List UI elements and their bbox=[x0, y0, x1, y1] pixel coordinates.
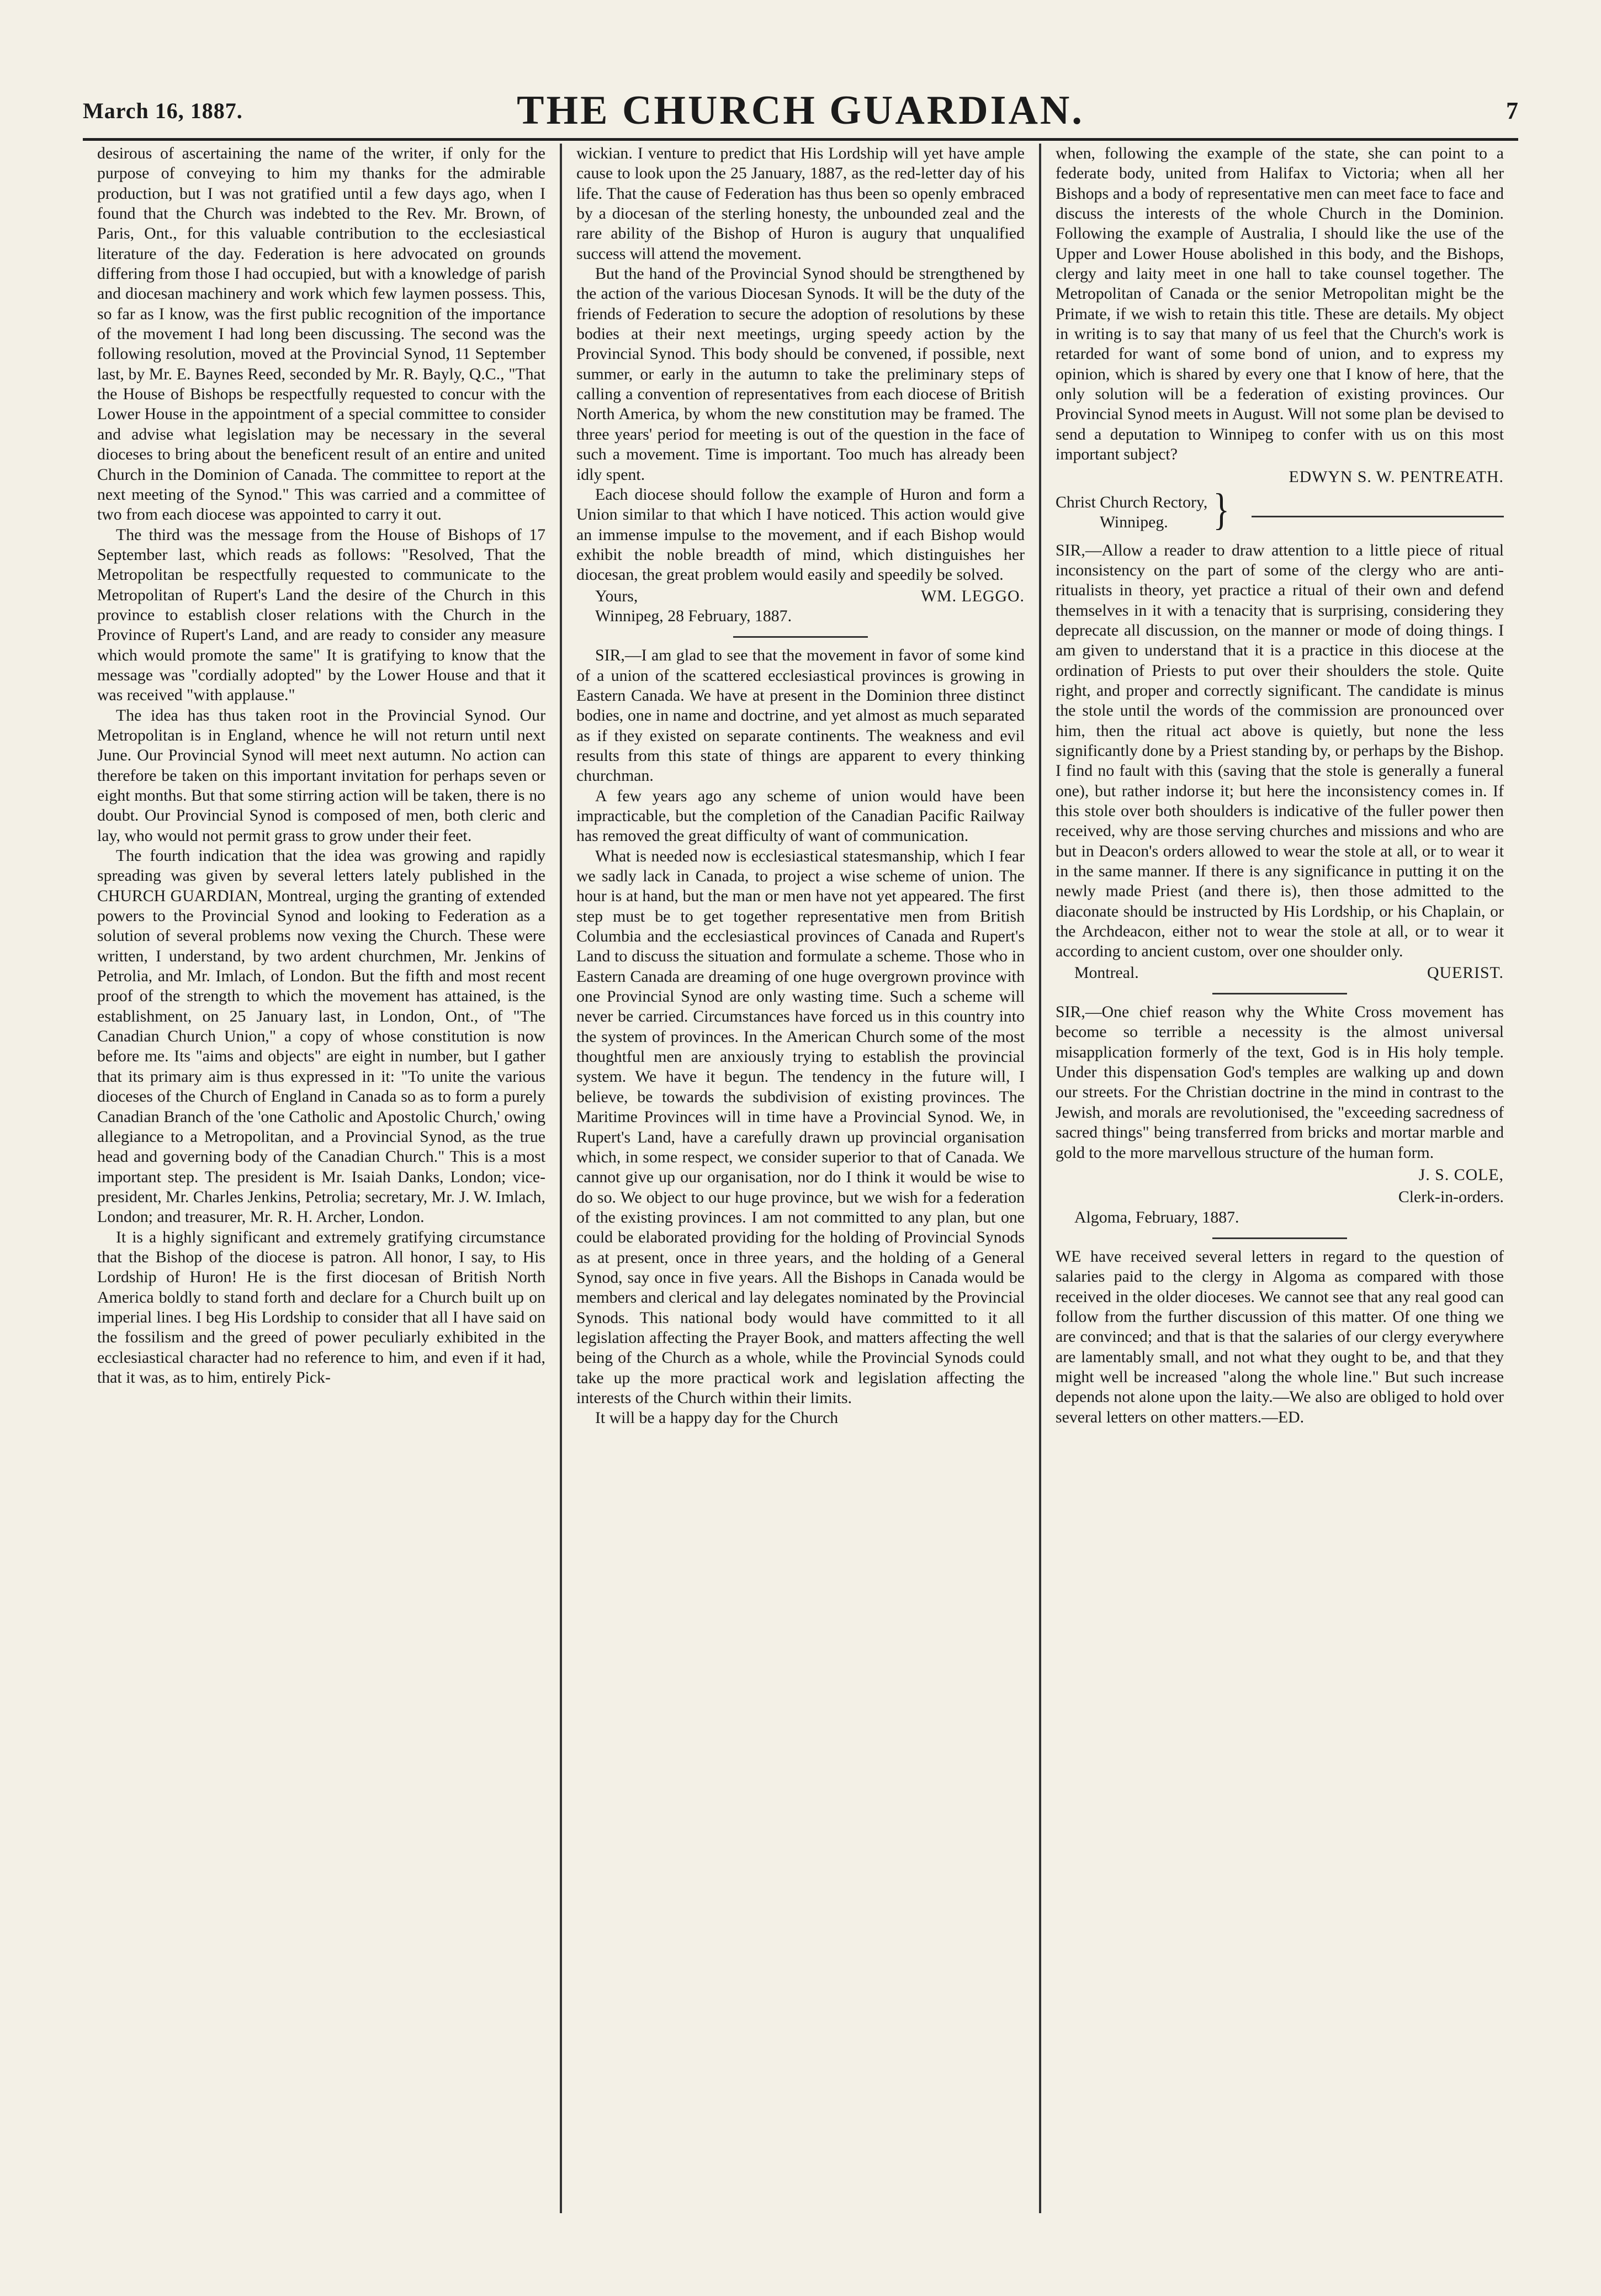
signature-title: Clerk-in-orders. bbox=[1398, 1188, 1504, 1207]
article-columns bbox=[83, 144, 1518, 2213]
paragraph: wickian. I venture to predict that His Lordship will yet have ample cause to look upon the 25 January, 1887, as the red-letter day of his life. That the cause of Federation has thus been so openly embraced by a diocesan of the sterling honesty, the unbounded zeal and the rare ability of the Bishop of Huron is augury that unqualified success will attend the movement. bbox=[576, 144, 1025, 263]
paragraph: But the hand of the Provincial Synod should be strengthened by the action of the various Diocesan Synods. It will be the duty of the friends of Federation to secure the adoption of resolutions by these bodies at their next meetings, urging speedy action by the Provincial Synod. This body should be convened, if possible, next summer, or early in the autumn to take the preliminary steps of calling a convention of representatives from each diocese of British North America, by whom the new constitution may be framed. The three years' period for meeting is out of the question in the face of such a movement. Time is important. Too much has already been idly spent. bbox=[576, 264, 1025, 484]
column-3 bbox=[1039, 144, 1518, 2213]
issue-date: March 16, 1887. bbox=[83, 98, 243, 123]
letter-signature bbox=[576, 586, 1025, 606]
paragraph: SIR,—One chief reason why the White Cross movement has become so terrible a necessity is the almost universal misapplication formerly of the text, God is in His holy temple. Under this dispensation God's temples are walking up and down our streets. For the Christian doctrine in the mind in contrast to the Jewish, and morals are revolutionised, the "exceeding sacredness of sacred things" being transferred from bricks and mortar marble and gold to the more marvellous structure of the human form. bbox=[1056, 1003, 1504, 1162]
letter-divider bbox=[733, 636, 868, 638]
masthead-title: THE CHURCH GUARDIAN. bbox=[517, 87, 1084, 133]
signature-name: QUERIST. bbox=[1427, 963, 1504, 982]
letter-divider bbox=[1252, 516, 1504, 517]
column-1 bbox=[83, 144, 560, 2213]
paragraph: A few years ago any scheme of union would have been impracticable, but the completion of the Canadian Pacific Railway has removed the great difficulty of want of communication. bbox=[576, 786, 1025, 845]
paragraph: It will be a happy day for the Church bbox=[595, 1409, 839, 1427]
paragraph: It is a highly significant and extremely gratifying circumstance that the Bishop of the diocese is patron. All honor, I say, to His Lordship of Huron! He is the first diocesan of British North America boldly to stand forth and declare for a Church built up on imperial lines. I beg His Lordship to consider that all I have said on the fossilism and the greed of power peculiarly exhibited in the ecclesiastical character had no reference to him, and even if it had, that it was, as to him, entirely Pick- bbox=[97, 1228, 545, 1387]
address-line: Winnipeg. bbox=[1100, 513, 1168, 532]
letter-divider bbox=[1212, 1237, 1347, 1239]
page-header bbox=[83, 83, 1518, 141]
paragraph: The third was the message from the House of Bishops of 17 September last, which reads as follows: "Resolved, That the Metropolitan be respectfully requested to communicate to the Metropolitan of Rupert's Land the desire of the Church in this province to establish closer relations with the Church in the Province of Rupert's Land, and are ready to consider any measure which would promote the same" It is gratifying to know that the message was "cordially adopted" by the Lower House and that it was received "with applause." bbox=[97, 525, 545, 705]
column-2 bbox=[560, 144, 1039, 2213]
signature-name: EDWYN S. W. PENTREATH. bbox=[1289, 467, 1504, 486]
brace-glyph: } bbox=[1213, 485, 1230, 535]
signature-name: WM. LEGGO. bbox=[921, 586, 1025, 605]
letter-divider bbox=[1212, 993, 1347, 994]
address-line: Christ Church Rectory, bbox=[1056, 493, 1208, 511]
paragraph: The idea has thus taken root in the Provincial Synod. Our Metropolitan is in England, whence he will not return until next June. Our Provincial Synod will meet next autumn. No action can therefore be taken on this important invitation for perhaps seven or eight months. But that some stirring action will be taken, there is no doubt. Our Provincial Synod is composed of men, both cleric and lay, who would not permit grass to grow under their feet. bbox=[97, 706, 545, 845]
signature-name: J. S. COLE, bbox=[1418, 1165, 1504, 1184]
signature-closing: Yours, bbox=[595, 586, 638, 605]
address-block bbox=[1056, 485, 1504, 535]
page-number: 7 bbox=[1506, 97, 1518, 124]
paragraph: desirous of ascertaining the name of the writer, if only for the purpose of conveying to him my thanks for the admirable production, but I was not gratified until a few days ago, when I found that the Church was indebted to the Rev. Mr. Brown, of Paris, Ont., for this valuable contribution to the ecclesiastical literature of the day. Federation is here advocated on grounds differing from those I had occupied, but with a knowledge of parish and diocesan machinery and work which few laymen possess. This, so far as I know, was the first public recognition of the importance of the movement I had long been discussing. The second was the following resolution, moved at the Provincial Synod, 11 September last, by Mr. E. Baynes Reed, seconded by Mr. R. Bayly, Q.C., "That the House of Bishops be respectfully requested to concur with the Lower House in the appointment of a special committee to consider and advise what legislation may be necessary in the several dioceses to bring about the beneficent result of an entire and united Church in the Dominion of Canada. The committee to report at the next meeting of the Synod." This was carried and a committee of two from each diocese was appointed to carry it out. bbox=[97, 144, 545, 524]
paragraph: The fourth indication that the idea was growing and rapidly spreading was given by several letters lately published in the CHURCH GUARDIAN, Montreal, urging the granting of extended powers to the Provincial Synod and looking to Federation as a solution of several problems now vexing the Church. These were written, I understand, by two ardent churchmen, Mr. Jenkins of Petrolia, and Mr. Imlach, of London. But the fifth and most recent proof of the strength to which the movement has attained, is the establishment, on 25 January last, in London, Ont., of "The Canadian Church Union," a copy of whose constitution is now before me. Its "aims and objects" are eight in number, but I gather that its primary aim is thus expressed in it: "To unite the various dioceses of the Church of England in Canada so as to form a purely Canadian Branch of the 'one Catholic and Apostolic Church,' owing allegiance to a Metropolitan, and a Provincial Synod, as the true head and governing body of the Canadian Church." This is a most important step. The president is Mr. Isaiah Danks, London; vice-president, Mr. Charles Jenkins, Petrolia; secretary, Mr. J. W. Imlach, London; and treasurer, Mr. R. H. Archer, London. bbox=[97, 847, 545, 1226]
paragraph: SIR,—I am glad to see that the movement in favor of some kind of a union of the scattered ecclesiastical provinces is growing in Eastern Canada. We have at present in the Dominion three distinct bodies, one in name and doctrine, and yet almost as much separated as if they existed on separate continents. The weakness and evil results from this state of things are apparent to every thinking churchman. bbox=[576, 646, 1025, 785]
paragraph: What is needed now is ecclesiastical statesmanship, which I fear we sadly lack in Canada, to project a wise scheme of union. The hour is at hand, but the man or men have not yet appeared. The first step must be to get together representative men from British Columbia and the ecclesiastical provinces of Canada and Rupert's Land to discuss the situation and formulate a scheme. Those who in Eastern Canada are dreaming of one huge overgrown province with one Provincial Synod are only wasting time. Such a scheme will never be carried. Circumstances have forced us in this country into the system of provinces. In the American Church some of the most thoughtful men are anxiously trying to establish the provincial system. We have it begun. The tendency in the future will, I believe, be towards the subdivision of existing provinces. The Maritime Provinces will in time have a Provincial Synod. We, in Rupert's Land, have a carefully drawn up provincial organisation which, in some respect, we consider superior to that of Canada. We cannot give up our organisation, nor do I think it would be wise to do so. We object to our huge province, but we wish for a federation of the existing provinces. I am not committed to any plan, but one could be elaborated providing for the holding of Provincial Synods as at present, once in three years, and the holding of a General Synod, say once in five years. All the Bishops in Canada would be members and clerical and lay delegates nominated by the Provincial Synods. This national body would have committed to it all legislation affecting the Prayer Book, and matters affecting the well being of the Church as a whole, while the Provincial Synods could take up the more practical work and legislation affecting the interests of the Church within their limits. bbox=[576, 847, 1025, 1407]
paragraph: Each diocese should follow the example of Huron and form a Union similar to that which I have noticed. This action would give an immense impulse to the movement, and if each Bishop would exhibit the noble breadth of mind, which distinguishes her diocesan, the great problem would easily and speedily be solved. bbox=[576, 485, 1025, 584]
editorial-note: WE have received several letters in regard to the question of salaries paid to the clergy in Algoma as compared with those received in the older dioceses. We cannot see that any real good can follow from the further discussion of this matter. Of one thing we are convinced; and that is that the salaries of our clergy everywhere are lamentably small, and not what they ought to be, and that they might well be increased "along the whole line." But such increase depends not alone upon the laity.—We also are obliged to hold over several letters on other matters.—ED. bbox=[1056, 1247, 1504, 1426]
paragraph: SIR,—Allow a reader to draw attention to a little piece of ritual inconsistency on the part of some of the clergy who are anti-ritualists in theory, yet practice a ritual of their own and defend themselves in it with a tenacity that is surprising, considering they deprecate all discussion, on the manner or mode of doing things. I am given to understand that it is a practice in this diocese at the ordination of Priests to put over their shoulders the stole. Quite right, and proper and correctly significant. The candidate is minus the stole until the words of the commission are pronounced over him, then the ritual act above is quietly, but none the less significantly done by a Priest standing by, or perhaps by the Bishop. I find no fault with this (saving that the stole is generally a funeral one), but rather indorse it; but here the inconsistency comes in. If this stole over both shoulders is indicative of the fuller power then received, why are those serving churches and missions and who are but in Deacon's orders allowed to wear the stole at all, or to wear it in the same manner. If there is any significance in putting it on the newly made Priest (and there is), then those admitted to the diaconate should be instructed by His Lordship, or his Chaplain, or the Archdeacon, either not to wear the stole at all, or to wear it according to ancient custom, over one shoulder only. bbox=[1056, 541, 1504, 961]
paragraph: when, following the example of the state, she can point to a federate body, united from Halifax to Victoria; when all her Bishops and a body of representative men can meet face to face and discuss the interests of the whole Church in the Dominion. Following the example of Australia, I should like the use of the Upper and Lower House abolished in this body, and the Bishops, clergy and laity meet in one hall to take counsel together. The Metropolitan of Canada or the senior Metropolitan might be the Primate, if we wish to retain this title. These are details. My object in writing is to say that many of us feel that the Church's work is retarded for want of some bond of union, and to express my opinion, which is shared by every one that I know of here, that the only solution will be a federation of existing provinces. Our Provincial Synod meets in August. Will not some plan be devised to send a deputation to Winnipeg to confer with us on this most important subject? bbox=[1056, 144, 1504, 464]
dateline: Algoma, February, 1887. bbox=[1074, 1208, 1239, 1226]
address-lines bbox=[1056, 493, 1207, 533]
signature-place: Montreal. bbox=[1074, 963, 1139, 982]
dateline: Winnipeg, 28 February, 1887. bbox=[595, 606, 792, 625]
letter-signature bbox=[1056, 963, 1504, 983]
